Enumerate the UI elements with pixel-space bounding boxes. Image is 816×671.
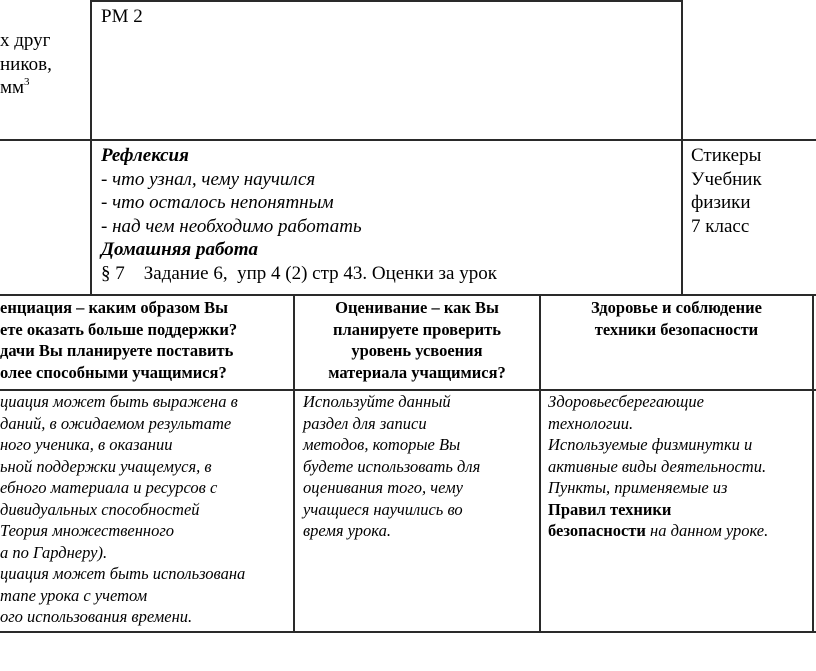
rule-top (90, 0, 682, 2)
body-bold-line: Правил техники (548, 499, 672, 519)
body-tail: на данном уроке. (645, 521, 769, 540)
homework-title: Домашняя работа (101, 239, 258, 260)
rule-v-left (90, 0, 92, 296)
body-line: дивидуальных способностей (0, 499, 200, 519)
homework-text: § 7 Задание 6, упр 4 (2) стр 43. Оценки за урок (101, 262, 497, 284)
row1-left-line: ников, (0, 53, 52, 75)
body-line: циация может быть выражена в (0, 392, 238, 411)
body-line: ьной поддержки учащемуся, в (0, 456, 212, 476)
header-line: уровень усвоения (351, 341, 483, 360)
row1-left-sup: 3 (24, 76, 30, 88)
row1-middle-cell (101, 5, 143, 29)
body-line: Используйте данный (303, 392, 451, 411)
body-line: циация может быть использована (0, 564, 246, 583)
body-differentiation (0, 391, 245, 628)
resource-item: 7 класс (691, 215, 750, 237)
body-line: Здоровьесберегающие (548, 392, 704, 411)
resource-item: Стикеры (691, 145, 762, 166)
body-line: ого использования времени. (0, 607, 193, 626)
body-line: Используемые физминутки и (548, 435, 753, 454)
reflection-item: - что узнал, чему научился (101, 168, 316, 190)
reflection-cell (101, 144, 497, 285)
header-line: олее способными учащимися? (0, 362, 227, 382)
body-line: Теория множественного (0, 521, 175, 540)
header-line: Здоровье и соблюдение (591, 298, 762, 317)
reflection-title: Рефлексия (101, 145, 189, 166)
header-differentiation (0, 297, 237, 383)
body-line: активные виды деятельности. (548, 456, 767, 476)
header-health (541, 297, 812, 340)
body-assessment (303, 391, 480, 542)
rule-row2-bottom (0, 294, 816, 296)
header-line: техники безопасности (594, 319, 759, 339)
row1-left-unit: мм (0, 77, 25, 98)
reflection-item: - над чем необходимо работать (101, 215, 362, 237)
header-line: дачи Вы планируете поставить (0, 341, 234, 360)
body-line: будете использовать для (303, 456, 481, 476)
body-line: ебного материала и ресурсов с (0, 478, 218, 497)
row1-left-cell (0, 29, 52, 100)
reflection-item: - что осталось непонятным (101, 192, 334, 213)
body-health (548, 391, 768, 542)
body-line: даний, в ожидаемом результате (0, 413, 232, 433)
body-line: технологии. (548, 413, 634, 433)
rule-table-bottom (0, 631, 816, 633)
body-bold-word: безопасности (548, 521, 646, 540)
body-line (548, 520, 768, 542)
body-line: ного ученика, в оказании (0, 435, 173, 454)
header-line: планируете проверить (333, 319, 501, 339)
body-line: Пункты, применяемые из (548, 478, 728, 497)
resource-item: физики (691, 192, 751, 213)
row1-left-line (0, 76, 52, 100)
body-line: методов, которые Вы (303, 435, 461, 454)
body-line: учащиеся научились во (303, 499, 463, 519)
body-line: раздел для записи (303, 413, 427, 433)
header-line: Оценивание – как Вы (335, 298, 499, 317)
resource-item: Учебник (691, 168, 762, 190)
body-line: оценивания того, чему (303, 478, 463, 497)
body-line: время урока. (303, 521, 391, 540)
rule-v-col2 (539, 294, 541, 633)
header-line: материала учащимися? (328, 362, 506, 382)
body-line: тапе урока с учетом (0, 585, 148, 605)
header-line: енциация – каким образом Вы (0, 298, 229, 317)
resources-cell (691, 144, 762, 238)
rule-v-col3 (812, 294, 814, 633)
rule-v-right (681, 0, 683, 296)
header-assessment (295, 297, 539, 383)
body-line: а по Гарднеру). (0, 542, 108, 562)
row1-left-line: х друг (0, 30, 51, 51)
rm-label: РМ 2 (101, 6, 143, 27)
header-line: ете оказать больше поддержки? (0, 319, 238, 339)
rule-row1-bottom (0, 139, 816, 141)
